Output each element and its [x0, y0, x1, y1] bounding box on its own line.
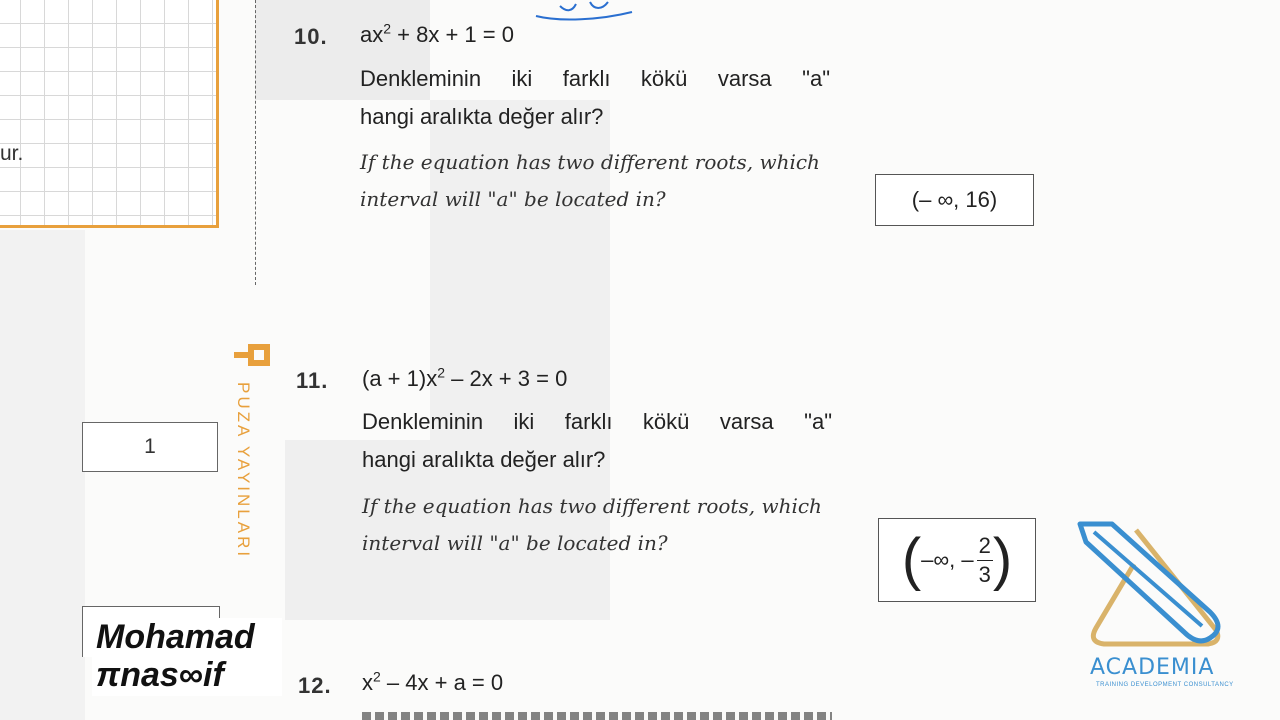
creator-watermark	[92, 618, 282, 696]
question-number: 12.	[298, 673, 332, 698]
creator-name-line1: Mohamad	[96, 618, 255, 656]
english-prompt-line: interval will "a" be located in?	[362, 531, 668, 555]
answer-box	[878, 518, 1036, 602]
publisher-logo-icon	[230, 340, 274, 370]
equation-exponent: 2	[373, 668, 381, 685]
turkish-prompt-line: hangi aralıkta değer alır?	[360, 104, 604, 129]
publisher-name: PUZA YAYINLARI	[234, 382, 253, 560]
equation-base: ax	[360, 22, 384, 47]
column-divider	[255, 0, 256, 285]
turkish-prompt-line: Denkleminin iki farklı kökü varsa "a"	[362, 409, 832, 434]
open-paren: (	[901, 527, 922, 592]
left-answer-box: 1	[82, 422, 218, 472]
equation-rest: – 4x + a = 0	[380, 670, 504, 695]
equation-base: (a + 1)x	[362, 366, 438, 391]
creator-name-line2: πnas∞if	[96, 656, 224, 694]
close-paren: )	[992, 527, 1013, 592]
question-number: 10.	[294, 24, 328, 49]
answer-prefix: –∞, –	[921, 547, 974, 572]
question-equation	[360, 22, 514, 48]
turkish-prompt-line: Denkleminin iki farklı kökü varsa "a"	[360, 66, 830, 91]
cut-off-text-line	[362, 712, 832, 720]
fraction-numerator: 2	[977, 532, 993, 561]
fraction-denominator: 3	[978, 561, 991, 587]
answer-box: (– ∞, 16)	[875, 174, 1034, 226]
question-equation	[362, 366, 567, 392]
grid-box	[0, 0, 219, 228]
grid-fragment-text: ur.	[0, 142, 24, 165]
academia-tagline: TRAINING DEVELOPMENT CONSULTANCY	[1096, 682, 1234, 688]
academia-name: ACADEMIA	[1090, 655, 1215, 680]
equation-exponent: 2	[383, 20, 392, 37]
handwriting-mark	[520, 0, 640, 22]
equation-base: x	[362, 670, 373, 695]
background-shade	[0, 230, 85, 720]
equation-rest: + 8x + 1 = 0	[391, 22, 514, 47]
english-prompt-line: interval will "a" be located in?	[360, 187, 666, 211]
question-equation	[362, 670, 503, 696]
equation-rest: – 2x + 3 = 0	[445, 366, 568, 391]
academia-logo-icon	[1076, 520, 1236, 660]
equation-exponent: 2	[437, 364, 445, 381]
turkish-prompt-line: hangi aralıkta değer alır?	[362, 447, 606, 472]
english-prompt-line: If the equation has two different roots, which	[362, 494, 822, 518]
question-number: 11.	[296, 368, 329, 393]
english-prompt-line: If the equation has two different roots, which	[360, 150, 820, 174]
answer-fraction	[977, 532, 993, 589]
